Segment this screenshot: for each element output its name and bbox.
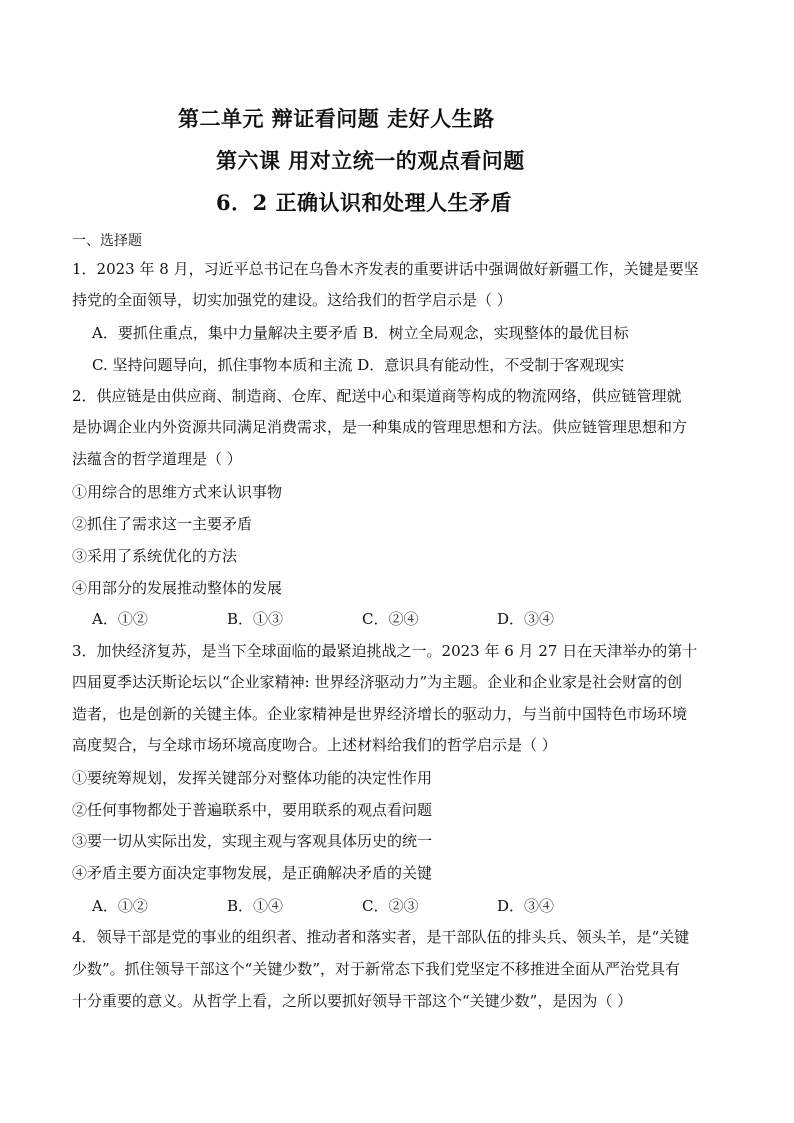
q3-line-4: 高度契合，与全球市场环境高度吻合。上述材料给我们的哲学启示是（ ） — [72, 736, 557, 754]
q1-line-2: 持党的全面领导，切实加强党的建设。这给我们的哲学启示是（ ） — [72, 291, 512, 309]
q3-item-4: ④矛盾主要方面决定事物发展，是正确解决矛盾的关键 — [72, 864, 433, 882]
q3-item-1: ①要统筹规划，发挥关键部分对整体功能的决定性作用 — [72, 769, 433, 787]
section-title: 6．2 正确认识和处理人生矛盾 — [216, 190, 513, 215]
q2-line-1: 2．供应链是由供应商、制造商、仓库、配送中心和渠道商等构成的物流网络，供应链管理就 — [72, 387, 682, 405]
q3-line-3: 造者，也是创新的关键主体。企业家精神是世界经济增长的驱动力，与当前中国特色市场环境 — [72, 705, 688, 723]
q1-option-cd: C. 坚持问题导向，抓住事物本质和主流 D．意识具有能动性，不受制于客观现实 — [92, 356, 625, 374]
q1-line-1: 1．2023 年 8 月，习近平总书记在乌鲁木齐发表的重要讲话中强调做好新疆工作，关键是要坚 — [72, 260, 699, 278]
section-heading: 一、选择题 — [72, 233, 142, 249]
q2-option-a: A．①② — [92, 610, 148, 628]
q3-line-2: 四届夏季达沃斯论坛以“企业家精神: 世界经济驱动力”为主题。企业和企业家是社会财富的创 — [72, 673, 683, 691]
unit-title: 第二单元 辩证看问题 走好人生路 — [178, 106, 495, 131]
q3-line-1: 3．加快经济复苏，是当下全球面临的最紧迫挑战之一。2023 年 6 月 27 日在天津举办的第十 — [72, 642, 698, 660]
q3-option-c: C．②③ — [362, 897, 419, 915]
q1-option-ab: A．要抓住重点，集中力量解决主要矛盾 B．树立全局观念，实现整体的最优目标 — [92, 324, 629, 342]
q4-line-2: 少数”。抓住领导干部这个“关键少数”，对于新常态下我们党坚定不移推进全面从严治党具有 — [72, 960, 681, 978]
q2-option-c: C．②④ — [362, 610, 419, 628]
q4-line-1: 4．领导干部是党的事业的组织者、推动者和落实者，是干部队伍的排头兵、领头羊，是“关键 — [72, 928, 690, 946]
q2-item-2: ②抓住了需求这一主要矛盾 — [72, 515, 253, 533]
q2-option-d: D．③④ — [497, 610, 555, 628]
q3-option-b: B．①④ — [227, 897, 284, 915]
q3-option-a: A．①② — [92, 897, 148, 915]
q2-item-4: ④用部分的发展推动整体的发展 — [72, 579, 283, 597]
q2-item-1: ①用综合的思维方式来认识事物 — [72, 483, 283, 501]
q3-item-3: ③要一切从实际出发，实现主观与客观具体历史的统一 — [72, 832, 433, 850]
q2-option-b: B．①③ — [227, 610, 284, 628]
q3-item-2: ②任何事物都处于普遍联系中，要用联系的观点看问题 — [72, 801, 433, 819]
q3-option-d: D．③④ — [497, 897, 555, 915]
lesson-title: 第六课 用对立统一的观点看问题 — [216, 148, 525, 173]
q3-options — [92, 896, 554, 916]
q4-line-3: 十分重要的意义。从哲学上看，之所以要抓好领导干部这个“关键少数”，是因为（ ） — [72, 992, 633, 1010]
q2-item-3: ③采用了系统优化的方法 — [72, 547, 238, 565]
q2-options — [92, 609, 554, 629]
q2-line-3: 法蕴含的哲学道理是（ ） — [72, 450, 242, 468]
q2-line-2: 是协调企业内外资源共同满足消费需求，是一种集成的管理思想和方法。供应链管理思想和方 — [72, 418, 688, 436]
